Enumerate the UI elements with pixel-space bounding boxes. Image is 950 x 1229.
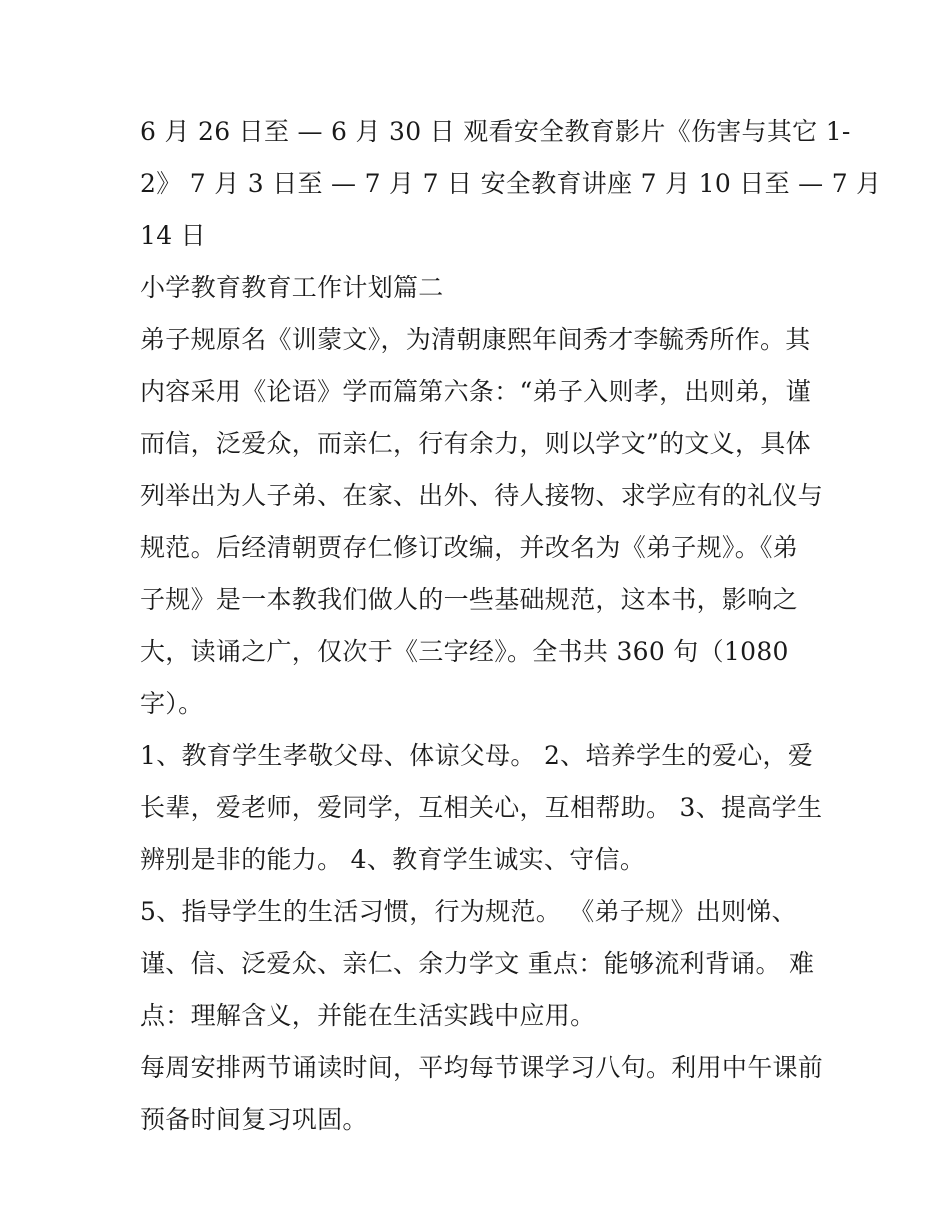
document-body [140,106,882,1146]
text-line: 字）。 [140,689,204,718]
schedule-paragraph [140,106,882,262]
heading-line: 小学教育教育工作计划篇二 [140,273,444,302]
text-line: 14 日 [140,221,206,250]
text-line: 内容采用《论语》学而篇第六条：“弟子入则孝，出则弟，谨 [140,377,811,406]
arrangement-paragraph [140,1042,824,1146]
text-line: 弟子规原名《训蒙文》，为清朝康熙年间秀才李毓秀所作。其 [140,325,811,354]
text-line: 长辈，爱老师，爱同学，互相关心，互相帮助。 3、提高学生 [140,793,823,822]
text-line: 1、教育学生孝敬父母、体谅父母。 2、培养学生的爱心，爱 [140,741,814,770]
text-line: 2》 7 月 3 日至 — 7 月 7 日 安全教育讲座 7 月 10 日至 — 7 月 [140,169,882,198]
text-line: 规范。后经清朝贾存仁修订改编，并改名为《弟子规》。《弟 [140,533,799,562]
goals-paragraph [140,730,823,886]
text-line: 而信，泛爱众，而亲仁，行有余力，则以学文”的文义，具体 [140,429,811,458]
text-line: 谨、信、泛爱众、亲仁、余力学文 重点：能够流利背诵。 难 [140,949,815,978]
text-line: 大，读诵之广，仅次于《三字经》。全书共 360 句（1080 [140,637,789,666]
text-line: 每周安排两节诵读时间，平均每节课学习八句。利用中午课前 [140,1053,824,1082]
text-line: 点：理解含义，并能在生活实践中应用。 [140,1001,596,1030]
text-line: 5、指导学生的生活习惯，行为规范。 《弟子规》出则悌、 [140,897,797,926]
introduction-paragraph [140,314,824,730]
text-line: 6 月 26 日至 — 6 月 30 日 观看安全教育影片《伤害与其它 1- [140,117,851,146]
key-points-paragraph [140,886,820,1042]
section-heading [140,262,820,314]
text-line: 预备时间复习巩固。 [140,1105,368,1134]
text-line: 子规》是一本教我们做人的一些基础规范，这本书，影响之 [140,585,798,614]
text-line: 辨别是非的能力。 4、教育学生诚实、守信。 [140,845,646,874]
text-line: 列举出为人子弟、在家、出外、待人接物、求学应有的礼仪与 [140,481,824,510]
